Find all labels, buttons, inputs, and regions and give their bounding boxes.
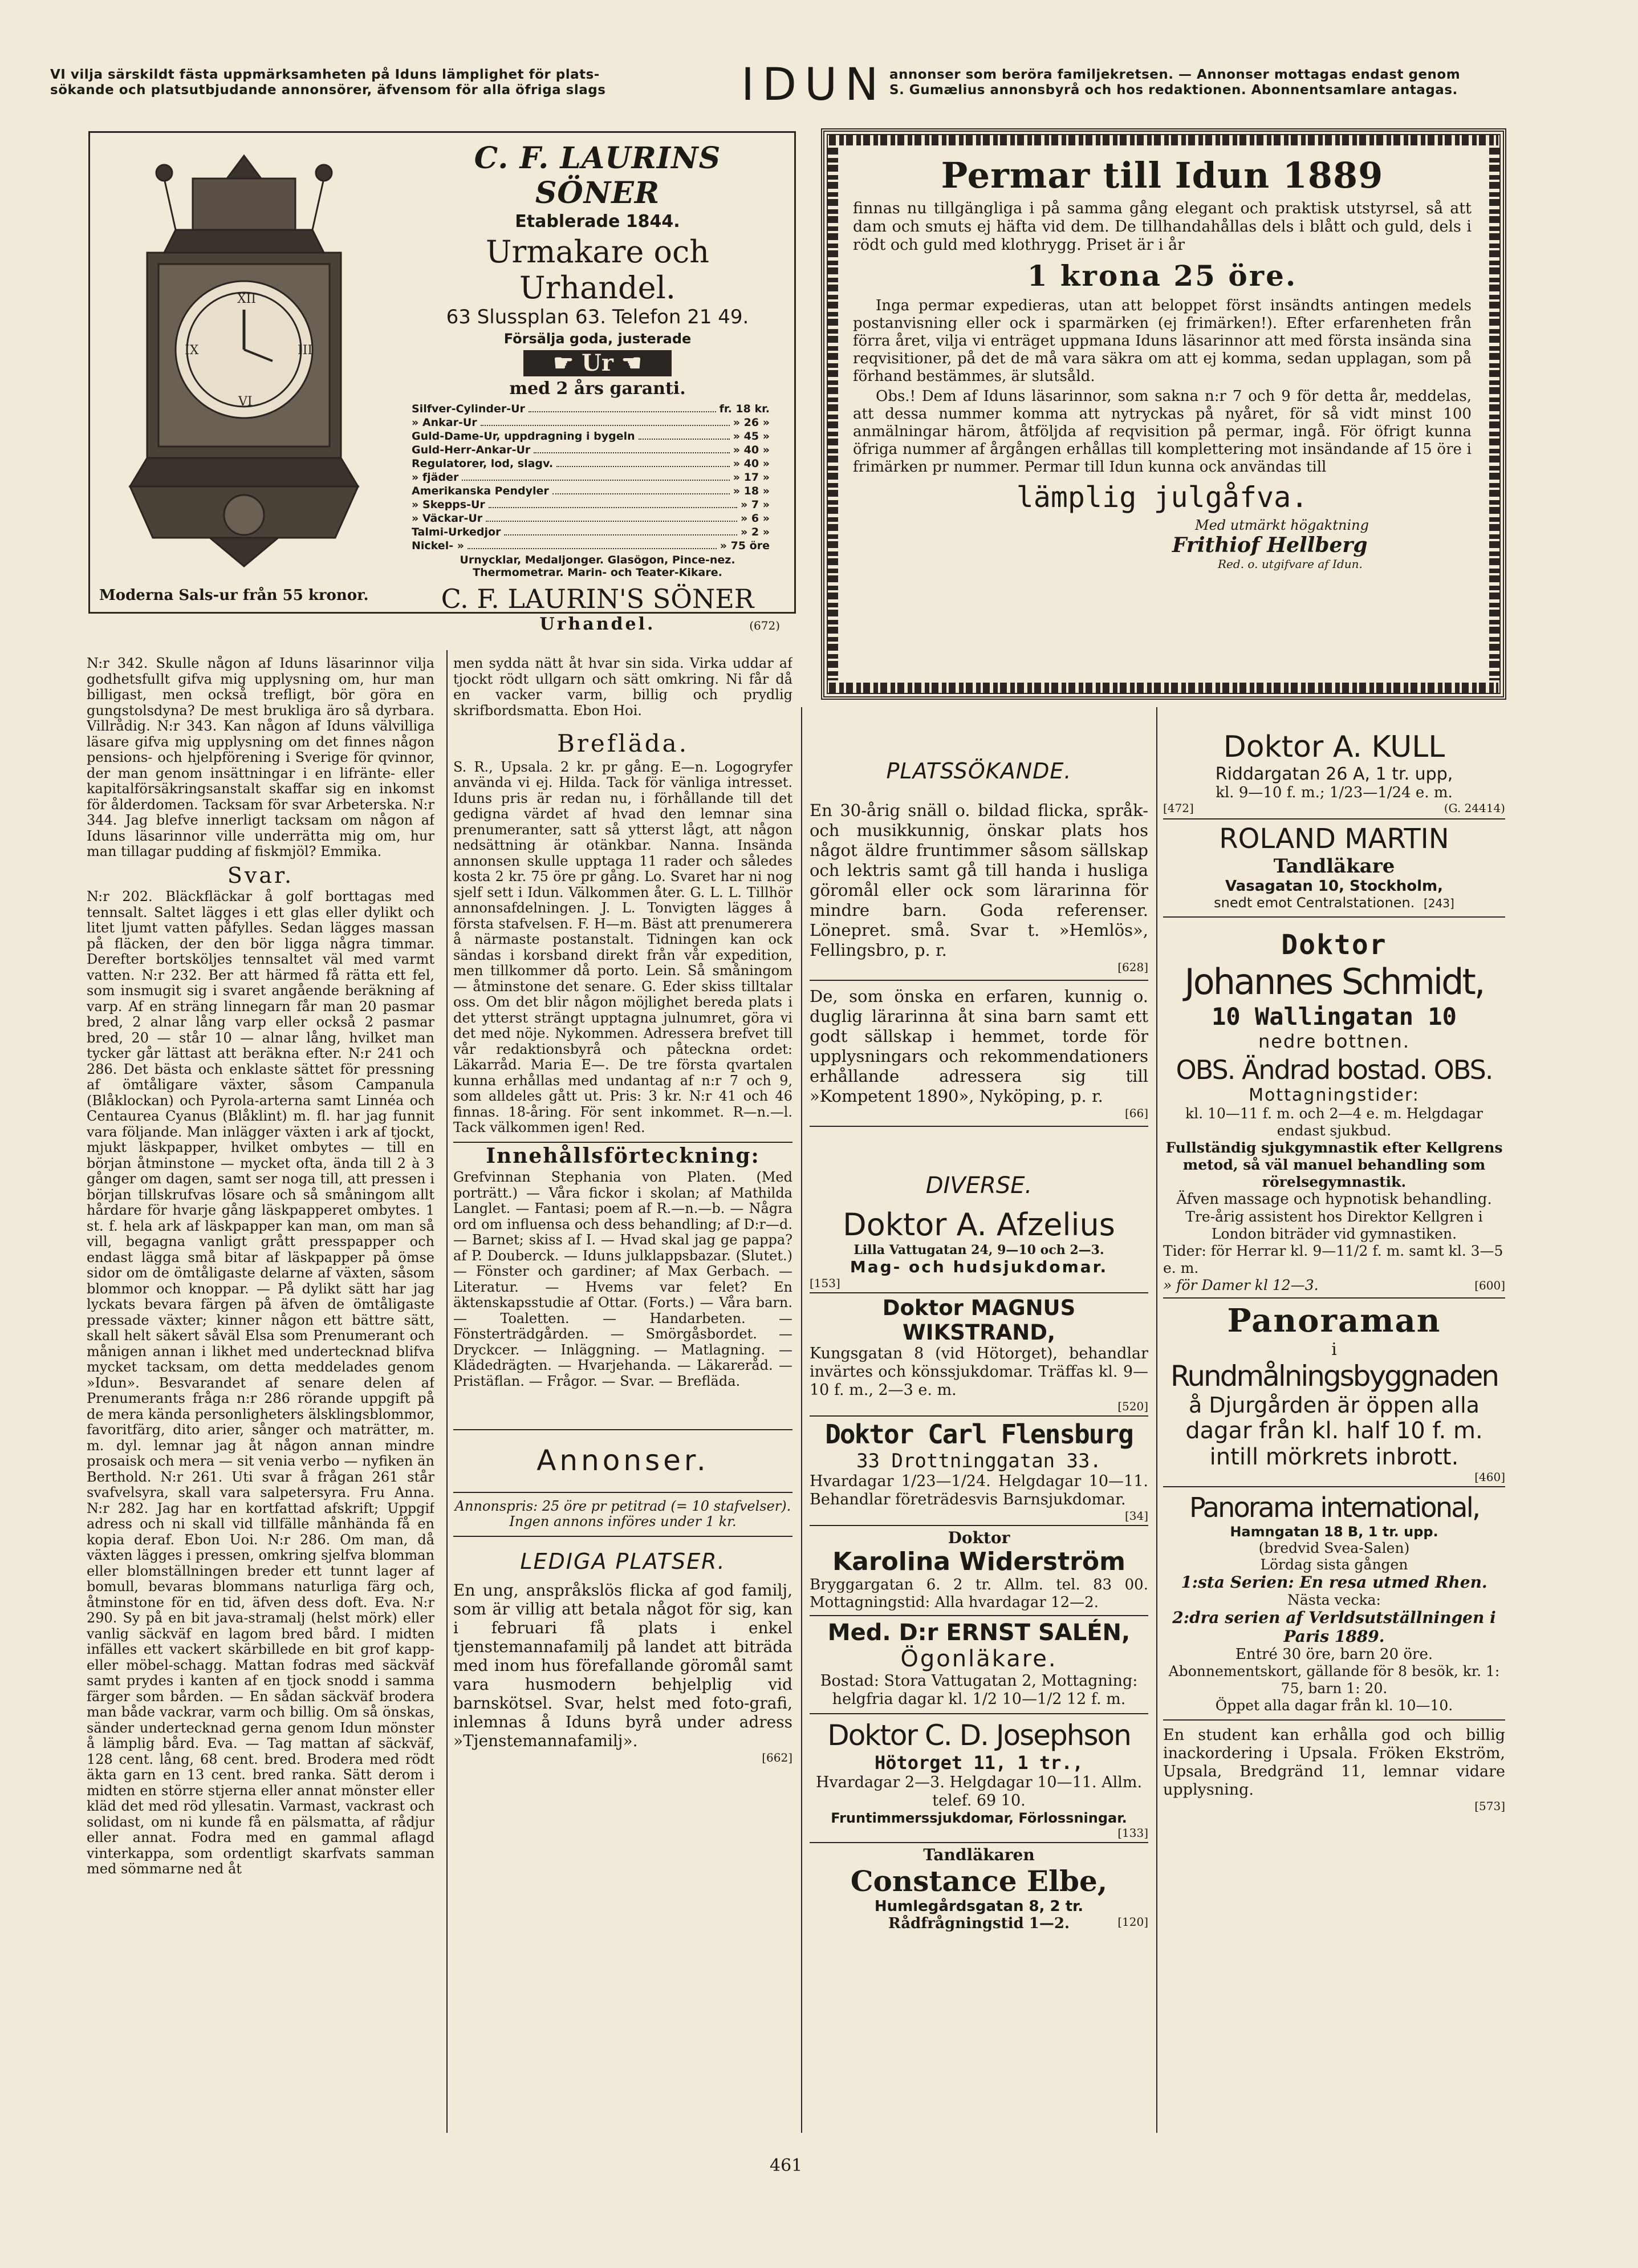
contents-text: Grefvinnan Stephania von Platen. (Med porträtt.) — Våra fickor i skolan; af Mathilda Langlet. — Fantasi; poem af R.—n.—b. — Några ord om influensa och dess behandling; af D:r—d. — Barnet; skiss af I. — Hvad skal jag ge pappa? af P. Douberck. — Iduns julklappsbazar. (Slutet.) — Fönster och gardiner; af Max Gerbach. — Literatur. — Hvems var felet? En äktenskapsstudie af Ottar. (Forts.) — Våra barn. — Toaletten. — Handarbeten. — Fönsterträdgården. — Smörgåsbordet. — Dryckcer. — Inläggning. — Matlagning. — Klädedrägten. — Hvarjehanda. — Läkarеråd. — Pristäflan. — Frågor. — Svar. — Brefläda. bbox=[453, 1169, 792, 1389]
laurin-text-block bbox=[409, 141, 786, 634]
price-value: » 40 » bbox=[733, 444, 770, 456]
header-left-line1: VI vilja särskildt fästa uppmärksamheten på Iduns lämplighet för plats- bbox=[50, 67, 600, 82]
price-item: Nickel- » bbox=[412, 539, 464, 552]
ornate-border-right bbox=[1489, 148, 1499, 680]
martin-location: snedt emot Centralstationen. bbox=[1214, 895, 1415, 911]
permar-role: Red. o. utgifvare af Idun. bbox=[1218, 557, 1363, 571]
laurin-ur: Ur bbox=[582, 350, 613, 376]
afzelius-specialty: Mag- och hudsjukdomar. bbox=[850, 1257, 1108, 1276]
laurin-ur-banner bbox=[523, 350, 672, 376]
flensburg-ref: [34] bbox=[1124, 1509, 1148, 1523]
price-row bbox=[412, 416, 770, 429]
price-leader-dots bbox=[481, 416, 730, 426]
platssokande-ad-1: En 30-årig snäll o. bildad flicka, språk- och musikkunnig, önskar plats hos något äldre fruntimmer såsom sällskap och lektris samt gå till handa i husliga göromål eller ock som lärarinna för mindre barn. Goda referenser. Lönepret. små. Svar t. »Hemlös», Fellingsbro, p. r. bbox=[810, 801, 1148, 960]
lediga-text: En ung, anspråkslös flicka af god familj, som är villig att betala något för sig, kan i februari få plats i enkel tjenstemannafamilj på landet att biträda med inom hus förefallande göromål samt vara husmodern behjelplig vid barnskötsel. Svar, helst med foto-grafi, inlemnas å Iduns byrå under adress »Tjenstemannafamilj». bbox=[453, 1581, 792, 1750]
laurin-footer-trade: Urhandel. bbox=[539, 614, 656, 634]
hand-pointer-right-icon: ☚ bbox=[621, 350, 642, 376]
schmidt-tider-2: » för Damer kl 12—3. bbox=[1163, 1277, 1319, 1293]
schmidt-obs: OBS. Ändrad bostad. OBS. bbox=[1176, 1054, 1493, 1085]
column-3 bbox=[810, 707, 1148, 2133]
laurin-sells: Försälja goda, justerade bbox=[503, 331, 692, 347]
header-left-line2: sökande och platsutbjudande annonsörer, äfvensom för alla öfriga slags bbox=[50, 83, 606, 98]
lediga-ref: [662] bbox=[762, 1751, 792, 1764]
platssokande-ad-2-ref: [66] bbox=[1124, 1106, 1148, 1120]
kull-ref-2: (G. 24414) bbox=[1444, 801, 1505, 815]
afzelius-ref: [153] bbox=[810, 1276, 840, 1290]
price-item: Talmi-Urkedjor bbox=[412, 526, 501, 538]
panoraman-i: i bbox=[1331, 1340, 1337, 1360]
div-rule-4 bbox=[810, 1615, 1148, 1616]
ps-rule-1 bbox=[810, 980, 1148, 981]
price-leader-dots bbox=[462, 470, 729, 481]
flensburg-name: Doktor Carl Flensburg bbox=[825, 1419, 1133, 1450]
schmidt-massage: Äfven massage och hypnotisk behandling. bbox=[1176, 1191, 1492, 1208]
panoraman-line-3: dagar från kl. half 10 f. m. bbox=[1185, 1418, 1483, 1444]
laurin-address: 63 Slussplan 63. Telefon 21 49. bbox=[446, 306, 749, 328]
intl-price: Entré 30 öre, barn 20 öre. bbox=[1235, 1646, 1433, 1663]
price-item: Amerikanska Pendyler bbox=[412, 485, 549, 497]
laurin-footer-firm: C. F. LAURIN'S SÖNER bbox=[441, 583, 754, 614]
annonser-rule-bottom bbox=[453, 1536, 792, 1537]
ornate-border-left bbox=[828, 148, 838, 680]
price-row bbox=[412, 512, 770, 525]
laurin-firm: C. F. LAURINS SÖNER bbox=[474, 141, 721, 210]
flensburg-text: Hvardagar 1/23—1/24. Helgdagar 10—11. Behandlar företrädesvis Barnsjukdomar. bbox=[810, 1472, 1148, 1508]
laurin-trade: Urmakare och Urhandel. bbox=[485, 234, 710, 306]
price-leader-dots bbox=[534, 443, 730, 453]
price-item: Silfver-Cylinder-Ur bbox=[412, 403, 525, 415]
panoraman-line-4: intill mörkrets inbrott. bbox=[1209, 1444, 1459, 1470]
svar-heading: Svar. bbox=[227, 862, 294, 888]
panoraman-title: Panoraman bbox=[1227, 1302, 1441, 1340]
salen-specialty: Ögonläkare. bbox=[900, 1646, 1058, 1672]
kull-ref-1: [472] bbox=[1163, 801, 1194, 815]
price-leader-dots bbox=[504, 525, 737, 535]
annonser-heading: Annonser. bbox=[536, 1444, 709, 1477]
panoraman-line-1: Rundmålningsbyggnaden bbox=[1170, 1360, 1498, 1393]
permar-regards: Med utmärkt högaktning bbox=[1195, 517, 1369, 533]
permar-content bbox=[853, 155, 1472, 571]
header-right-note bbox=[889, 67, 1591, 98]
div-rule-3 bbox=[810, 1525, 1148, 1526]
elbe-ref: [120] bbox=[1117, 1915, 1148, 1929]
wikstrand-ref: [520] bbox=[1117, 1399, 1148, 1413]
annonser-rule-top bbox=[453, 1429, 792, 1430]
c4-rule-5 bbox=[1163, 1719, 1505, 1721]
price-item: » Skepps-Ur bbox=[412, 498, 485, 511]
svar-text: N:r 202. Bläckfläckar å golf borttagas med tennsalt. Saltet lägges i ett glas eller dylikt och litet ljumt vatten påfylles. Sedan lägges massan på fläcken, der den bör ligga några timmar. Derefter bortsköljes tennsaltet väl med varmt vatten. N:r 232. Ber att härmed få rätta ett fel, som insmugit sig i svaret angående beräkning af varp. Af en sträng linnegarn får man 20 pasmar bred, 2 alnar lång varp eller också 2 pasmar bred, 20 — står 10 — alnar lång, hvilket man tycker går lättast att beräkna efter. N:r 241 och 286. Det bästa och enklaste sättet för pressning af ömtåligare växter, såsom Campanula (Blåklockan) och Pyrola-arterna samt Linnéa och Centaurea Cyanus (Blåklint) m. fl. har jag funnit vara följande. Man inlägger växten i ark af tjockt, mjukt läskpapper, hvilket ombytes — till en början åtminstone — mycket ofta, ända till 2 à 3 gånger om dagen, samt ser noga till, att pressen i början tillskrufvas lösare och så småningom allt hårdare för hvarje gång läskpapperet ombytes. 1 st. f. hela ark af läskpapper kan man, om man så vill, begagna vanligt grått presspapper och endast lägga små bitar af läskpapper på ömse sidor om de ömtåligaste delarne af växten, såsom blommor och knoppar. — På dylikt sätt har jag lyckats bevara färgen på äfven de ömtåligaste pressade växter; kinner någon ett bättre sätt, skall helt säkert såväl Elsa som Prenumerant och månigen annan i likhet med undertecknad blifva mycket tacksam, om detta meddelades genom »Idun». Besvarandet af senare delen af Prenumerants fråga n:r 286 rörande uppgift på de mera kända personligheters älsklingsblommor, favoritfärg, dito arier, sånger och maträtter, m. m. dyl. lemnar jag åt någon annan mindre prosaisk och mera — sit venia verbo — nyfiken än Berthold. N:r 261. Uti svar å frågan 261 står svafvelsyra, skall vara salpetersyra. Fru Anna. N:r 282. Jag har en kortfattad afskrift; Uppgif adress och ni skall vid tillfälle månhända få en kopia deraf. Ebon Uoi. N:r 286. Om man, då växten lägges i pressen, omkring sjelfva blomman eller blomställningen breder ett tunnt lager af bomull, bevaras blommans naturliga färg och, åtminstone för en tid, äfven dess doft. Eva. N:r 290. Sy på en bit java-stramalj (helst mörk) eller vanlig säckväf en lagom bred bård. I midten infälles ett vackert skärbillede en bit grof kapp- eller möbel-schagg. Mattan fodras med säckväf samt prydes i kanten af en tjock snodd i samma färger som bården. — En sådan säckväf brodera man både vackrar, varm och billig. Om så önskas, sänder undertecknad gerna genom Idun mönster å lämplig bård. Eva. — Tag mattan af säckväf, 128 cent. lång, 68 cent. bred. Brodera med rödt äkta garn en 13 cent. bred ranka. Sätt derom i midten en större stjerna eller annat mönster eller kläd det med röd yllesatin. Varmast, vackrast och solidast, om ni kunde få en pälsmatta, af rådjur eller annat. Fodra med en gammal aflagd vinterkappa, som ordentligt skarfvats samman med sömmarne ned åt bbox=[87, 888, 434, 1877]
wall-clock-illustration bbox=[107, 144, 381, 578]
intl-card: Abonnementskort, gällande för 8 besök, kr. 1: 75, barn 1: 20. bbox=[1168, 1663, 1500, 1697]
laurin-established: Etablerade 1844. bbox=[515, 212, 680, 232]
svg-text:IX: IX bbox=[185, 343, 199, 358]
svg-text:III: III bbox=[298, 343, 313, 358]
kull-address: Riddargatan 26 A, 1 tr. upp, bbox=[1215, 764, 1453, 784]
permar-obs: Obs.! Dem af Iduns läsarinnor, som sakna n:r 7 och 9 för detta år, meddelas, att dessa nummer komma att nytryckas på nyåret, för så vidt minst 100 anmälningar härom, åtföljda af reqvisition på permar, ingå. För öfrigt kunna öfriga nummer af årgången erhållas till komplettering mot insändande af 15 öre i frimärken pr nummer. Permar till Idun kunna ock användas till bbox=[853, 388, 1472, 476]
price-leader-dots bbox=[486, 512, 737, 522]
price-item: Guld-Herr-Ankar-Ur bbox=[412, 444, 531, 456]
laurin-extras-2: Thermometrar. Marin- och Teater-Kikare. bbox=[473, 566, 722, 579]
student-ref: [573] bbox=[1474, 1799, 1505, 1813]
div-rule-5 bbox=[810, 1713, 1148, 1714]
price-value: fr. 18 kr. bbox=[719, 403, 770, 415]
svg-text:VI: VI bbox=[238, 395, 253, 409]
annonser-rule-mid bbox=[453, 1492, 792, 1493]
flensburg-address: 33 Drottninggatan 33. bbox=[856, 1450, 1102, 1472]
permar-price: 1 krona 25 öre. bbox=[1027, 259, 1298, 293]
josephson-name: Doktor C. D. Josephson bbox=[827, 1719, 1131, 1752]
price-leader-dots bbox=[529, 402, 716, 412]
price-row bbox=[412, 525, 770, 539]
schmidt-ref: [600] bbox=[1474, 1279, 1505, 1292]
price-row bbox=[412, 498, 770, 512]
c4-rule-3 bbox=[1163, 1297, 1505, 1299]
permar-title: Permar till Idun 1889 bbox=[941, 155, 1384, 196]
wikstrand-name: Doktor MAGNUS WIKSTRAND, bbox=[882, 1296, 1076, 1345]
column-rule-3 bbox=[1156, 707, 1157, 2133]
permar-paragraph-2: Inga permar expedieras, utan att beloppet först insändts antingen medels postanvisning eller ock i sparmärken (ej frimärken!). Efter erfarenheten från förra året, vilja vi enträget uppmana Iduns läsarinnor att med första insända sina reqvisitioner, på det de må vara säkra om att ej komma, sedan upplagan, som på förhand bestämmes, är slutsåld. bbox=[853, 297, 1472, 385]
price-row bbox=[412, 539, 770, 553]
widerstrom-name: Karolina Widerström bbox=[832, 1547, 1125, 1576]
contents-heading: Innehållsförteckning: bbox=[486, 1143, 760, 1168]
panoraman-ref: [460] bbox=[1474, 1470, 1505, 1484]
price-item: » fjäder bbox=[412, 471, 459, 484]
column-1 bbox=[87, 656, 434, 2127]
annonspris-text: Annonspris: 25 öre pr petitrad (= 10 stafvelser). Ingen annons införes under 1 kr. bbox=[454, 1498, 791, 1529]
elbe-name: Constance Elbe, bbox=[850, 1864, 1108, 1898]
c4-rule-2 bbox=[1163, 916, 1505, 918]
price-row bbox=[412, 470, 770, 484]
permar-ad bbox=[821, 128, 1506, 700]
permar-signature: Frithiof Hellberg bbox=[1172, 533, 1368, 557]
afzelius-name: Doktor A. Afzelius bbox=[843, 1207, 1115, 1243]
ps-rule-2 bbox=[810, 1126, 1148, 1127]
panoraman-line-2: å Djurgården är öppen alla bbox=[1189, 1393, 1480, 1418]
widerstrom-title: Doktor bbox=[948, 1528, 1010, 1547]
martin-address: Vasagatan 10, Stockholm, bbox=[1225, 878, 1444, 895]
price-item: Regulatorer, lod, slagv. bbox=[412, 457, 554, 470]
div-rule-1 bbox=[810, 1292, 1148, 1293]
div-rule-6 bbox=[810, 1842, 1148, 1843]
column-2 bbox=[453, 656, 792, 2133]
price-value: » 45 » bbox=[733, 430, 770, 443]
page-number: 461 bbox=[770, 2156, 803, 2176]
price-row bbox=[412, 402, 770, 416]
queries-text: N:r 342. Skulle någon af Iduns läsarinnor vilja godhetsfullt gifva mig upplysning om, hur man billigast, men också trefligt, bör göra en gungstolsdyna? De mest brukliga äro så dyrbara. Villrådig. N:r 343. Kan någon af Iduns välvilliga läsare gifva mig upplysning om det finnes någon pensions- och hjelpförening i Sverige för qvinnor, der man genom insättningar i en lifränte- eller kapitalförsäkringsanstalt skaffar sig en inkomst för ålderdomen. Tacksam för svar Arbeterska. N:r 344. Jag blefve innerligt tacksam om någon af Iduns läsarinnor ville underrätta mig om, hur man tillagar pudding af fiskmjöl? Emmika. bbox=[87, 656, 434, 859]
intl-week: Nästa vecka: bbox=[1287, 1592, 1381, 1608]
ornate-border-top bbox=[829, 135, 1498, 145]
schmidt-floor: nedre bottnen. bbox=[1258, 1030, 1410, 1052]
price-value: » 6 » bbox=[741, 512, 770, 525]
schmidt-assistant: Tre-årig assistent hos Direktor Kellgren i London biträder vid gymnastiken. bbox=[1185, 1208, 1483, 1242]
intl-serie-2: 2:dra serien af Verldsutställningen i Paris 1889. bbox=[1172, 1608, 1496, 1646]
breflada-text: S. R., Upsala. 2 kr. pr gång. E—n. Logogryfer använda vi ej. Hilda. Tack för vänliga intresset. Iduns pris är redan nu, i förhållande till det gedigna värdet af hvad den lemnar sina prenumeranter, satt så ytterst lågt, att någon nedsättning är otänkbar. Nanna. Insända annonsen skulle upptaga 11 rader och således kosta 2 kr. 75 öre pr gång. Lo. Svaret har ni nog sjelf sett i Idun. Välkommen åter. G. L. L. Tillhör annonsafdelningen. J. L. Tonvigten lägges å första stafvelsen. F. H—m. Bäst att prenumerera å närmaste postanstalt. Tidningen kan ock sändas i korsband direkt från vår expedition, men tillkommer då porto. Lein. Så småningom — åtminstone det senare. G. Eder skiss tilltalar oss. Om det blir någon möjlighet bereda plats i det ytterst strängt upptagna julnumret, göra vi det med nöje. Nykommen. Adressera brefvet till vår redaktionsbyrå och påtecknа ordet: Läkarråd. Maria E—. De tre första qvartalen kunna erhållas med undantag af n:r 7 och 9, som alldeles gått ut. Pris: 3 kr. N:r 41 och 46 finnas. 18-åring. För sent inkommet. R—n.—l. Tack välkommen igen! Red. bbox=[453, 758, 792, 1135]
diverse-heading: DIVERSE. bbox=[925, 1172, 1033, 1199]
masthead: IDUN bbox=[741, 59, 887, 111]
price-row bbox=[412, 429, 770, 443]
elbe-title: Tandläkaren bbox=[923, 1845, 1035, 1864]
column-rule-1 bbox=[446, 650, 448, 2133]
col2-continued-text: men sydda nätt åt hvar sin sida. Virka uddar af tjockt rödt ullgarn och sätt omkring. Ni får då en vacker varm, billig och prydlig skrifbordsmatta. Ebon Hoi. bbox=[453, 656, 792, 719]
schmidt-gymnastics: Fullständig sjukgymnastik efter Kellgrens metod, så väl manuel behandling som rörelsegymnastik. bbox=[1165, 1139, 1503, 1190]
afzelius-address: Lilla Vattugatan 24, 9—10 och 2—3. bbox=[853, 1243, 1104, 1257]
laurin-price-list bbox=[409, 402, 786, 553]
intl-serie-1: 1:sta Serien: En resa utmed Rhen. bbox=[1181, 1573, 1487, 1592]
kull-time: kl. 9—10 f. m.; 1/23—1/24 e. m. bbox=[1216, 784, 1453, 801]
schmidt-tider-1: Tider: för Herrar kl. 9—11/2 f. m. samt kl. 3—5 e. m. bbox=[1163, 1243, 1503, 1276]
price-value: » 75 öre bbox=[720, 539, 770, 552]
price-leader-dots bbox=[552, 484, 730, 494]
schmidt-title: Doktor bbox=[1281, 929, 1387, 961]
kull-name: Doktor A. KULL bbox=[1223, 730, 1445, 764]
price-leader-dots bbox=[489, 498, 737, 508]
laurin-ad bbox=[88, 131, 796, 634]
martin-title: Tandläkare bbox=[1273, 855, 1395, 878]
josephson-ref: [133] bbox=[1117, 1826, 1148, 1840]
laurin-ref: (672) bbox=[749, 619, 780, 632]
price-row bbox=[412, 484, 770, 498]
intl-hours: Öppet alla dagar från kl. 10—10. bbox=[1215, 1697, 1453, 1714]
price-value: » 18 » bbox=[733, 485, 770, 497]
josephson-specialty: Fruntimmerssjukdomar, Förlossningar. bbox=[831, 1810, 1127, 1826]
elbe-time-row bbox=[810, 1915, 1148, 1932]
josephson-address: Hötorget 11, 1 tr., bbox=[874, 1752, 1084, 1774]
laurin-footer-row bbox=[409, 614, 786, 634]
josephson-text: Hvardagar 2—3. Helgdagar 10—11. Allm. telef. 69 10. bbox=[815, 1774, 1143, 1809]
intl-former: (bredvid Svea-Salen) bbox=[1258, 1540, 1410, 1556]
column-4 bbox=[1163, 730, 1505, 2133]
platssokande-heading: PLATSSÖKANDE. bbox=[886, 758, 1072, 784]
div-rule-2 bbox=[810, 1415, 1148, 1417]
ornate-border-bottom bbox=[829, 683, 1498, 693]
student-ad: En student kan erhålla god och billig inackordering i Upsala. Fröken Ekström, Upsala, Bredgränd 11, lemnar vidare upplysning. bbox=[1163, 1726, 1505, 1799]
price-value: » 7 » bbox=[741, 498, 770, 511]
platssokande-ad-1-ref: [628] bbox=[1117, 960, 1148, 974]
header-right-line2: S. Gumælius annonsbyrå och hos redaktionen. Abonnentsamlare antagas. bbox=[889, 83, 1458, 98]
price-item: Guld-Dame-Ur, uppdragning i bygeln bbox=[412, 430, 635, 443]
intl-address: Hamngatan 18 B, 1 tr. upp. bbox=[1230, 1524, 1438, 1540]
column-rule-2 bbox=[801, 707, 802, 2133]
schmidt-name: Johannes Schmidt, bbox=[1184, 961, 1484, 1003]
laurin-caption: Moderna Sals-ur från 55 kronor. bbox=[99, 587, 369, 604]
price-row bbox=[412, 457, 770, 470]
price-leader-dots bbox=[639, 429, 730, 440]
platssokande-ad-2: De, som önska en erfaren, kunnig o. duglig lärarinna åt sina barn samt ett godt sällskap i hemmet, torde för upplysningars och rekommendationers erhållande adressera sig till »Kompetent 1890», Nyköping, p. r. bbox=[810, 987, 1148, 1106]
schmidt-address: 10 Wallingatan 10 bbox=[1212, 1003, 1457, 1030]
elbe-time: Rådfrågningstid 1—2. bbox=[888, 1915, 1070, 1932]
price-row bbox=[412, 443, 770, 457]
header-right-line1: annonser som beröra familjekretsen. — Annonser mottagas endast genom bbox=[889, 67, 1461, 82]
intl-day: Lördag sista gången bbox=[1260, 1556, 1408, 1573]
wikstrand-text: Kungsgatan 8 (vid Hötorget), behandlar invärtes och könssjukdomar. Träffas kl. 9—10 f. m., 2—3 e. m. bbox=[810, 1345, 1148, 1399]
contents-rule bbox=[453, 1142, 792, 1143]
permar-paragraph-1: finnas nu tillgängliga i på samma gång elegant och praktisk utstyrsel, så att dam och smuts ej häfta vid dem. De tillhandahållas dels i blått och guld, dels i rödt och guld med klothrygg. Priset är i år bbox=[853, 200, 1472, 254]
martin-location-row bbox=[1163, 895, 1505, 911]
price-value: » 26 » bbox=[733, 416, 770, 429]
elbe-address: Humlegårdsgatan 8, 2 tr. bbox=[874, 1898, 1084, 1915]
schmidt-hours-label: Mottagningstider: bbox=[1249, 1085, 1420, 1105]
price-value: » 2 » bbox=[741, 526, 770, 538]
schmidt-hours: kl. 10—11 f. m. och 2—4 e. m. Helgdagar endast sjukbud. bbox=[1185, 1105, 1483, 1139]
price-leader-dots bbox=[556, 457, 730, 467]
schmidt-tider-row bbox=[1163, 1277, 1505, 1294]
price-leader-dots bbox=[468, 539, 717, 549]
kull-refs bbox=[1163, 801, 1505, 815]
martin-name: ROLAND MARTIN bbox=[1219, 823, 1449, 855]
breflada-heading: Brefläda. bbox=[556, 729, 689, 757]
price-value: » 40 » bbox=[733, 457, 770, 470]
intl-title: Panorama international, bbox=[1189, 1492, 1480, 1524]
salen-text: Bostad: Stora Vattugatan 2, Mottagning: helgfria dagar kl. 1/2 10—1/2 12 f. m. bbox=[820, 1672, 1138, 1708]
widerstrom-text: Bryggargatan 6. 2 tr. Allm. tel. 83 00. Mottagningstid: Alla hvardagar 12—2. bbox=[810, 1576, 1148, 1611]
c4-rule-1 bbox=[1163, 818, 1505, 819]
c4-rule-4 bbox=[1163, 1486, 1505, 1487]
price-value: » 17 » bbox=[733, 471, 770, 484]
martin-ref: [243] bbox=[1424, 896, 1454, 910]
svg-text:XII: XII bbox=[237, 292, 257, 306]
salen-name: Med. D:r ERNST SALÉN, bbox=[827, 1620, 1131, 1646]
price-item: » Väckar-Ur bbox=[412, 512, 483, 525]
price-item: » Ankar-Ur bbox=[412, 416, 477, 429]
laurin-guarantee: med 2 års garanti. bbox=[509, 379, 686, 399]
hand-pointer-left-icon: ☛ bbox=[553, 350, 574, 376]
permar-gift: lämplig julgåfva. bbox=[1016, 481, 1308, 514]
laurin-extras-1: Urnycklar, Medaljonger. Glasögon, Pince-nez. bbox=[460, 554, 735, 566]
lediga-heading: LEDIGA PLATSER. bbox=[520, 1548, 726, 1574]
header-left-note bbox=[50, 67, 723, 98]
